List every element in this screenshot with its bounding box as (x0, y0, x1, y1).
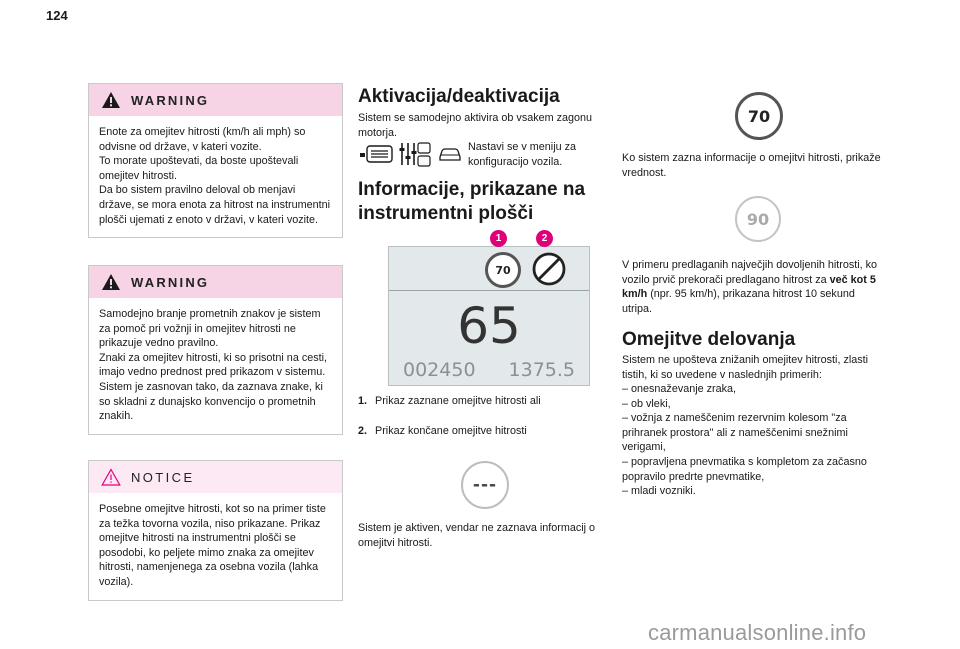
speed-limit-70-sign: 70 (735, 92, 783, 140)
list-item: – onesnaževanje zraka, (622, 383, 737, 395)
callout-2: 2 (536, 230, 553, 247)
warning-title: WARNING (131, 274, 210, 290)
limits-list (622, 382, 884, 499)
cluster-divider (389, 290, 589, 291)
warning-box-1 (88, 83, 343, 238)
list-item: – popravljena pnevmatika s kompletom za začasno popravilo predrte pnevmatike, (622, 455, 867, 483)
watermark: carmanualsonline.info (648, 620, 867, 645)
menu-icons (358, 140, 468, 168)
end-of-limit-sign-icon (531, 251, 567, 287)
list-item-text: Prikaz končane omejitve hitrosti (375, 425, 527, 437)
page-number: 124 (46, 8, 68, 23)
warning-triangle-icon (101, 91, 121, 109)
no-info-sign: --- (461, 461, 509, 509)
info-heading: Informacije, prikazane na instrumentni plošči (358, 179, 586, 224)
notice-triangle-icon (101, 468, 121, 486)
notice-text: Posebne omejitve hitrosti, kot so na primer tiste za težka tovorna vozila, niso prikazane. Prikaz omejitve hitrosti na instrumentni plošči se posodobi, ko peljete mimo znaka za omejitev hitrosti, namenjenega za osebna vozila (lahka vozila). (99, 503, 326, 588)
activation-text: Sistem se samodejno aktivira ob vsakem zagonu motorja. (358, 112, 593, 139)
warning-text: Samodejno branje prometnih znakov je sistem za pomoč pri vožnji in omejitev hitrosti ne prikazuje vedno pravilno. (99, 308, 321, 350)
list-item: – mladi vozniki. (622, 485, 696, 498)
speed-limit-sign: 70 (485, 252, 521, 288)
warning-text: Da bo sistem pravilno deloval ob menjavi države, se mora enota za hitrost na instrumentni plošči ujemati z enoto v državi, v kateri vozite. (99, 184, 331, 226)
list-item-text: Prikaz zaznane omejitve hitrosti ali (375, 395, 541, 407)
warning-header (89, 266, 342, 298)
warning-text: Sistem je zasnovan tako, da zaznava znake, ki so skladni z dunajsko konvencijo o prometnih znakih. (99, 380, 323, 423)
cluster-odometer: 002450 (403, 359, 476, 381)
warning-triangle-icon (101, 273, 121, 291)
warning-text: To morate upoštevati, da boste upoštevali omejitev hitrosti. (99, 155, 299, 182)
warning-box-2 (88, 265, 343, 435)
callout-1: 1 (490, 230, 507, 247)
notice-box (88, 460, 343, 601)
limits-intro: Sistem ne upošteva znižanih omejitev hitrosti, zlasti tistih, ki so uvedene v naslednjih primerih: (622, 354, 869, 381)
cluster-trip: 1375.5 (508, 359, 575, 381)
car-icon (438, 146, 462, 162)
instrument-cluster-illustration (388, 246, 590, 386)
no-info-text: Sistem je aktiven, vendar ne zaznava informacij o omejitvi hitrosti. (358, 522, 596, 549)
list-item: – ob vleki, (622, 397, 671, 410)
list-item: – vožnja z nameščenim rezervnim kolesom "za prihranek prostora" ali z nameščenimi snežnimi verigami, (622, 412, 848, 454)
activation-heading: Aktivacija/deaktivacija (358, 86, 560, 107)
detected-text: Ko sistem zazna informacije o omejitvi hitrosti, prikaže vrednost. (622, 152, 881, 179)
notice-header (89, 461, 342, 493)
list-item (358, 394, 555, 409)
speed-limit-90-sign: 90 (735, 196, 781, 242)
limits-heading: Omejitve delovanja (622, 329, 796, 350)
example-text: V primeru predlaganih največjih dovoljenih hitrosti, ko vozilo prvič prekorači predlagano hitrost za več kot 5 km/h (npr. 95 km/h), prikazana hitrost 10 sekund utripa. (622, 259, 878, 315)
warning-header (89, 84, 342, 116)
warning-text: Znaki za omejitev hitrosti, ki so prisotni na cesti, imajo vedno prednost pred prikazom v sistemu. (99, 351, 328, 379)
menu-config-text: Nastavi se v meniju za konfiguracijo vozila. (468, 141, 577, 168)
cluster-speed: 65 (457, 297, 521, 355)
vehicle-settings-icon (398, 140, 432, 168)
warning-title: WARNING (131, 92, 210, 108)
list-item-number: 2. (358, 425, 368, 437)
dashboard-icon (358, 144, 394, 164)
list-item-number: 1. (358, 395, 368, 407)
warning-text: Enote za omejitev hitrosti (km/h ali mph) so odvisne od države, v kateri vozite. (99, 126, 306, 153)
notice-title: NOTICE (131, 469, 195, 485)
list-item (358, 424, 555, 439)
